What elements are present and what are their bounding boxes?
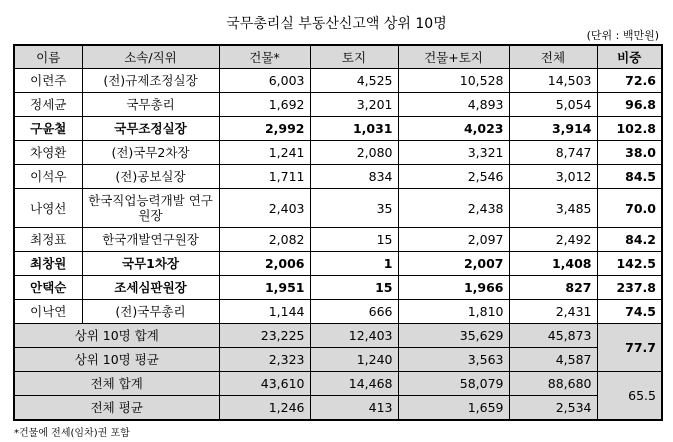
summary-ratio-all: 65.5: [597, 372, 662, 421]
table-row: [14, 117, 662, 141]
cell-land: 35: [310, 189, 398, 228]
cell-position: 국무총리: [82, 93, 219, 117]
cell-total: 1,408: [509, 252, 597, 276]
cell-total: 2,431: [509, 300, 597, 324]
cell-total: 827: [509, 276, 597, 300]
cell-ratio: 70.0: [597, 189, 662, 228]
summary-total: 2,534: [509, 396, 597, 421]
cell-building-land: 10,528: [398, 69, 509, 93]
cell-building-land: 2,438: [398, 189, 509, 228]
header-name: 이름: [14, 45, 82, 69]
cell-land: 1,031: [310, 117, 398, 141]
cell-position: 국무조정실장: [82, 117, 219, 141]
cell-building-land: 2,007: [398, 252, 509, 276]
summary-building: 1,246: [219, 396, 310, 421]
header-total: 전체: [509, 45, 597, 69]
cell-name: 최정표: [14, 228, 82, 252]
summary-land: 14,468: [310, 372, 398, 396]
table-row: [14, 276, 662, 300]
cell-name: 최창원: [14, 252, 82, 276]
cell-name: 안택순: [14, 276, 82, 300]
cell-name: 구윤철: [14, 117, 82, 141]
cell-name: 이련주: [14, 69, 82, 93]
table-row: [14, 165, 662, 189]
cell-ratio: 102.8: [597, 117, 662, 141]
cell-building: 2,992: [219, 117, 310, 141]
summary-ratio-top10: 77.7: [597, 324, 662, 372]
cell-ratio: 74.5: [597, 300, 662, 324]
summary-total: 4,587: [509, 348, 597, 372]
asset-table: [13, 44, 663, 421]
cell-land: 3,201: [310, 93, 398, 117]
cell-land: 1: [310, 252, 398, 276]
cell-building: 1,951: [219, 276, 310, 300]
table-row: [14, 300, 662, 324]
unit-label: (단위 : 백만원): [586, 29, 659, 42]
cell-land: 666: [310, 300, 398, 324]
cell-position: (전)규제조정실장: [82, 69, 219, 93]
cell-building-land: 4,023: [398, 117, 509, 141]
summary-land: 12,403: [310, 324, 398, 348]
summary-building: 2,323: [219, 348, 310, 372]
cell-land: 15: [310, 228, 398, 252]
cell-land: 15: [310, 276, 398, 300]
summary-building: 23,225: [219, 324, 310, 348]
cell-position: (전)국무총리: [82, 300, 219, 324]
header-building-land: 건물+토지: [398, 45, 509, 69]
cell-ratio: 96.8: [597, 93, 662, 117]
cell-building: 2,082: [219, 228, 310, 252]
cell-land: 4,525: [310, 69, 398, 93]
summary-label: 상위 10명 평균: [14, 348, 219, 372]
table-row: [14, 141, 662, 165]
cell-total: 8,747: [509, 141, 597, 165]
summary-total: 88,680: [509, 372, 597, 396]
cell-total: 14,503: [509, 69, 597, 93]
cell-building-land: 2,097: [398, 228, 509, 252]
table-row: [14, 69, 662, 93]
cell-position: 한국직업능력개발 연구원장: [82, 189, 219, 228]
cell-land: 834: [310, 165, 398, 189]
cell-total: 3,485: [509, 189, 597, 228]
cell-building: 2,403: [219, 189, 310, 228]
cell-total: 2,492: [509, 228, 597, 252]
cell-building-land: 4,893: [398, 93, 509, 117]
cell-ratio: 84.2: [597, 228, 662, 252]
cell-building-land: 1,810: [398, 300, 509, 324]
cell-ratio: 38.0: [597, 141, 662, 165]
footnote: *건물에 전세(임차)권 포함: [14, 428, 130, 439]
cell-name: 정세균: [14, 93, 82, 117]
cell-name: 나영선: [14, 189, 82, 228]
summary-building-land: 35,629: [398, 324, 509, 348]
cell-total: 5,054: [509, 93, 597, 117]
summary-label: 상위 10명 합계: [14, 324, 219, 348]
table-row: [14, 93, 662, 117]
cell-building-land: 3,321: [398, 141, 509, 165]
summary-building-land: 58,079: [398, 372, 509, 396]
summary-total: 45,873: [509, 324, 597, 348]
cell-building: 1,711: [219, 165, 310, 189]
cell-name: 이석우: [14, 165, 82, 189]
cell-position: (전)국무2차장: [82, 141, 219, 165]
summary-building-land: 3,563: [398, 348, 509, 372]
cell-total: 3,012: [509, 165, 597, 189]
cell-building-land: 1,966: [398, 276, 509, 300]
table-row: [14, 252, 662, 276]
cell-building-land: 2,546: [398, 165, 509, 189]
cell-ratio: 84.5: [597, 165, 662, 189]
cell-position: 국무1차장: [82, 252, 219, 276]
cell-building: 6,003: [219, 69, 310, 93]
cell-building: 2,006: [219, 252, 310, 276]
cell-land: 2,080: [310, 141, 398, 165]
summary-building: 43,610: [219, 372, 310, 396]
cell-ratio: 142.5: [597, 252, 662, 276]
cell-position: 한국개발연구원장: [82, 228, 219, 252]
header-building: 건물*: [219, 45, 310, 69]
header-land: 토지: [310, 45, 398, 69]
header-position: 소속/직위: [82, 45, 219, 69]
table-row: [14, 228, 662, 252]
cell-name: 이낙연: [14, 300, 82, 324]
summary-label: 전체 합계: [14, 372, 219, 396]
summary-row: [14, 324, 662, 348]
cell-name: 차영환: [14, 141, 82, 165]
summary-row: [14, 372, 662, 396]
summary-building-land: 1,659: [398, 396, 509, 421]
cell-total: 3,914: [509, 117, 597, 141]
cell-building: 1,144: [219, 300, 310, 324]
summary-row: [14, 396, 662, 421]
table-row: [14, 189, 662, 228]
page-title: 국무총리실 부동산신고액 상위 10명: [226, 16, 447, 32]
cell-position: 조세심판원장: [82, 276, 219, 300]
header-row: [14, 45, 662, 69]
cell-building: 1,241: [219, 141, 310, 165]
cell-building: 1,692: [219, 93, 310, 117]
summary-land: 413: [310, 396, 398, 421]
summary-row: [14, 348, 662, 372]
cell-position: (전)공보실장: [82, 165, 219, 189]
header-ratio: 비중: [597, 45, 662, 69]
cell-ratio: 72.6: [597, 69, 662, 93]
summary-land: 1,240: [310, 348, 398, 372]
summary-label: 전체 평균: [14, 396, 219, 421]
cell-ratio: 237.8: [597, 276, 662, 300]
